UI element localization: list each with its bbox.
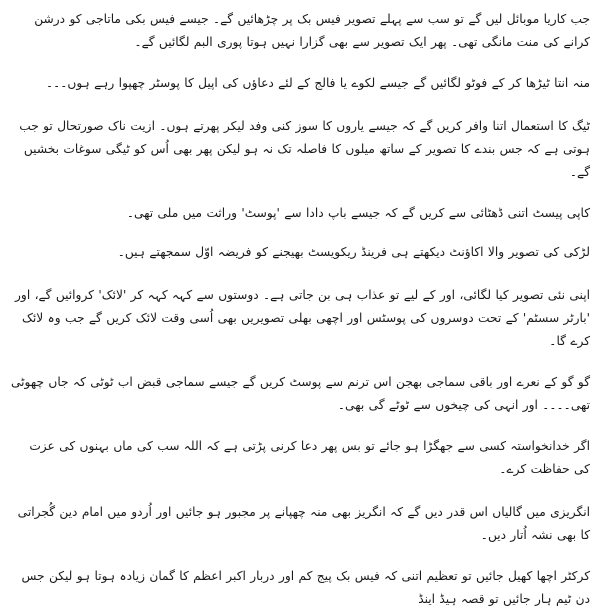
- paragraph-3: ٹیگ کا استعمال اتنا وافر کریں گے کہ جیسے یاروں کا سوز کنی وفد لیکر پھرتے ہوں۔ ازیت ناک صورتحال تو جب ہوتی ہے کہ جس بندے کا تصویر کے ساتھ میلوں کا فاصلہ تک نہ ہو لیکن پھر بھی اُس کو ٹیگی سوغات بخشیں گے۔: [19, 119, 590, 179]
- paragraph-9: انگریزی میں گالیاں اس قدر دیں گے کہ انگریز بھی منہ چھپانے پر مجبور ہو جائیں اور اُردو میں امام دین گُجراتی کا بھی نشہ اُتار دیں۔: [17, 505, 590, 542]
- paragraph-8: اگر خدانخواستہ کسی سے جھگڑا ہو جائے تو بس پھر دعا کرنی پڑتی ہے کہ اللہ سب کی ماں بہنوں کی عزت کی حفاظت کرے۔: [29, 439, 590, 476]
- paragraph-10: کرکٹر اچھا کھیل جائیں تو تعظیم اتنی کہ فیس بک پیج کم اور دربار اکبر اعظم کا گمان زیادہ ہوتا ہو لیکن جس دن ٹیم ہار جائیں تو قصہ ہیڈ اینڈ: [21, 569, 590, 606]
- paragraph-7: گو گو کے نعرے اور باقی سماجی بھجن اس ترنم سے پوسٹ کریں گے جیسے سماجی قبض اب ٹوٹی کہ جاں چھوٹی تھی۔۔۔۔ اور انہی کی چیخوں سے ٹوٹے گی بھی۔: [11, 375, 590, 412]
- paragraph-4: کاپی پیسٹ اتنی ڈھٹائی سے کریں گے کہ جیسے باپ دادا سے 'پوسٹ' وراثت میں ملی تھی۔: [126, 206, 590, 220]
- paragraph-5: لڑکی کی تصویر والا اکاؤنٹ دیکھتے ہی فرینڈ ریکویسٹ بھیجنے کو فریضہ اوّل سمجھتے ہیں۔: [117, 245, 590, 259]
- paragraph-6: اپنی نئی تصویر کیا لگائی، اور کے لیے تو عذاب ہی بن جاتی ہے۔ دوستوں سے کہہ کہہ کر 'لائک' کروائیں گے، اور 'بارٹر سسٹم' کے تحت دوسروں کی پوسٹس اور اچھی بھلی تصویریں بھی اُسی وقت لائک کریں گے جب وہ لائک کرے گا۔: [15, 288, 590, 348]
- paragraph-1: جب کاریا موبائل لیں گے تو سب سے پہلے تصویر فیس بک پر چڑھائیں گے۔ جیسے فیس بکی ماتاجی کو درشن کرانے کی منت مانگی تھی۔ پھر ایک تصویر سے بھی گزارا نہیں ہوتا پوری البم لگائیں گے۔: [34, 12, 590, 49]
- paragraph-2: منہ انتا ٹیڑھا کر کے فوٹو لگائیں گے جیسے لکوے یا فالج کے لئے دعاؤں کی اپیل کا پوسٹر چھپوا رہے ہوں۔۔۔: [45, 76, 590, 90]
